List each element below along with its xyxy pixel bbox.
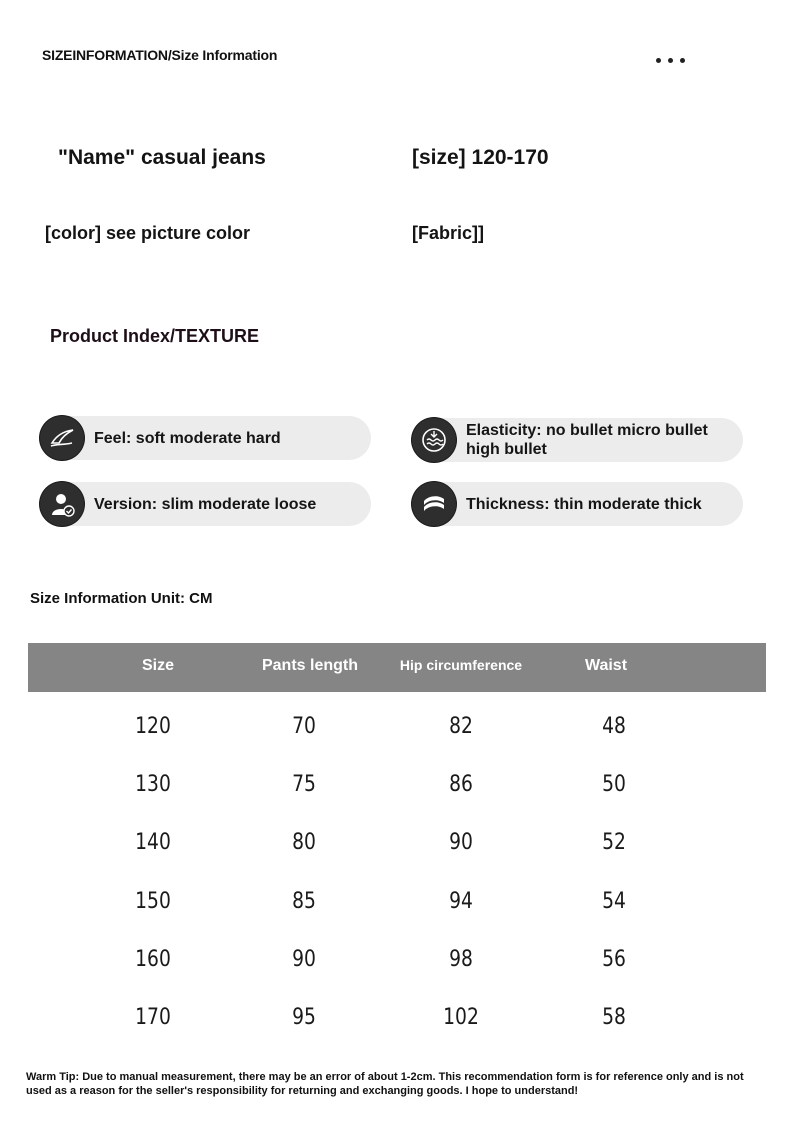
cell-size: 150 <box>135 889 171 914</box>
cell-pants-length: 80 <box>292 830 316 855</box>
cell-waist: 52 <box>602 830 626 855</box>
cell-hip: 86 <box>449 772 473 797</box>
cell-hip: 94 <box>449 889 473 914</box>
version-indicator <box>42 482 371 526</box>
header-waist: Waist <box>584 657 628 674</box>
feel-label: Feel: soft moderate hard <box>94 429 281 447</box>
header-pants-length: Pants length <box>261 657 358 674</box>
cell-pants-length: 95 <box>292 1005 316 1030</box>
cell-pants-length: 85 <box>292 889 316 914</box>
feel-indicator <box>42 416 371 460</box>
table-row <box>28 772 766 812</box>
cell-hip: 82 <box>449 714 473 739</box>
product-color: [color] see picture color <box>45 223 251 243</box>
table-row <box>28 947 766 987</box>
cell-size: 130 <box>135 772 171 797</box>
cell-waist: 48 <box>602 714 626 739</box>
more-dots-icon[interactable] <box>656 50 700 70</box>
table-row <box>28 830 766 870</box>
cell-waist: 54 <box>602 889 626 914</box>
warm-tip: Warm Tip: Due to manual measurement, there may be an error of about 1-2cm. This recommendation form is for reference only and is not used as a reason for the seller's responsibility for returning and exchanging goods. I hope to understand! <box>26 1071 744 1097</box>
cell-hip: 90 <box>449 830 473 855</box>
cell-pants-length: 90 <box>292 947 316 972</box>
elasticity-icon <box>412 418 456 462</box>
elasticity-label: Elasticity: no bullet micro bullet high bullet <box>466 422 708 458</box>
product-fabric: [Fabric]] <box>412 223 484 243</box>
cell-pants-length: 75 <box>292 772 316 797</box>
elasticity-indicator <box>414 418 743 462</box>
thickness-label: Thickness: thin moderate thick <box>466 495 702 513</box>
feather-hand-icon <box>40 416 84 460</box>
header-hip-circumference: Hip circumference <box>399 657 523 673</box>
header-size: Size <box>141 657 174 674</box>
thickness-indicator <box>414 482 743 526</box>
fabric-layers-icon <box>412 482 456 526</box>
cell-waist: 56 <box>602 947 626 972</box>
cell-size: 160 <box>135 947 171 972</box>
cell-size: 170 <box>135 1005 171 1030</box>
size-table-header <box>28 643 766 692</box>
cell-pants-length: 70 <box>292 714 316 739</box>
version-label: Version: slim moderate loose <box>94 495 317 513</box>
cell-size: 120 <box>135 714 171 739</box>
table-row <box>28 714 766 754</box>
page-title: SIZEINFORMATION/Size Information <box>42 47 278 63</box>
table-row <box>28 889 766 929</box>
cell-size: 140 <box>135 830 171 855</box>
cell-waist: 50 <box>602 772 626 797</box>
product-name: "Name" casual jeans <box>58 146 266 169</box>
product-size-range: [size] 120-170 <box>412 146 549 169</box>
size-table-title: Size Information Unit: CM <box>30 590 213 607</box>
product-index-title: Product Index/TEXTURE <box>50 326 260 346</box>
cell-hip: 98 <box>449 947 473 972</box>
cell-hip: 102 <box>443 1005 479 1030</box>
person-check-icon <box>40 482 84 526</box>
cell-waist: 58 <box>602 1005 626 1030</box>
table-row <box>28 1005 766 1045</box>
